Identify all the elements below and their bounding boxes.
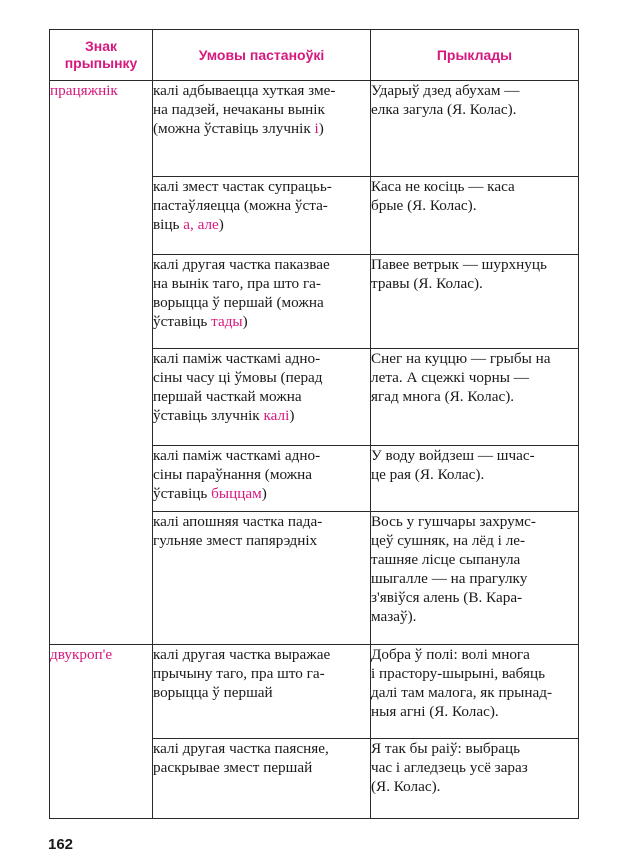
example-cell (371, 81, 579, 177)
conjunction-highlight: быццам (211, 485, 262, 502)
example-line: Добра ў полі: волі многа (371, 646, 530, 663)
conjunction-highlight: тады (211, 313, 243, 330)
condition-text: на падзей, нечаканы вынік (153, 101, 325, 118)
condition-line (153, 349, 370, 368)
example-cell (371, 255, 579, 349)
example-line: ташняе лісце сыпанула (371, 551, 521, 568)
condition-line (153, 215, 370, 234)
condition-line (153, 664, 370, 683)
example-line: Вось у гушчары захрумс- (371, 513, 536, 530)
condition-text: сіны параўнання (можна (153, 466, 313, 483)
example-line: травы (Я. Колас). (371, 275, 483, 292)
condition-cell (153, 512, 371, 645)
condition-tail: ) (242, 313, 248, 330)
example-line: брые (Я. Колас). (371, 197, 477, 214)
condition-text: калі апошняя частка пада- (153, 513, 323, 530)
condition-line (153, 274, 370, 293)
condition-cell (153, 81, 371, 177)
example-line: далі там малога, як прынад- (371, 684, 553, 701)
example-line: елка загула (Я. Колас). (371, 101, 517, 118)
example-line: Павее ветрык — шурхнуць (371, 256, 547, 273)
condition-cell (153, 645, 371, 739)
table-header-row (50, 30, 579, 81)
condition-tail: ) (218, 216, 224, 233)
condition-cell (153, 446, 371, 512)
condition-text: калі паміж часткамі адно- (153, 350, 321, 367)
condition-tail: ) (289, 407, 295, 424)
conjunction-highlight: калі (263, 407, 290, 424)
condition-text: ўставіць (153, 485, 212, 502)
condition-text: ўставіць злучнік (153, 407, 264, 424)
example-line: ягад многа (Я. Колас). (371, 388, 515, 405)
conjunction-highlight: а, але (183, 216, 219, 233)
condition-line (153, 446, 370, 465)
example-cell (371, 512, 579, 645)
condition-text: прычыну таго, пра што га- (153, 665, 325, 682)
example-line: (Я. Колас). (371, 778, 441, 795)
condition-text: калі змест частак супрацьь- (153, 178, 332, 195)
punctuation-rules-table (49, 29, 579, 819)
example-cell (371, 446, 579, 512)
condition-line (153, 81, 370, 100)
example-line: і прастору-шырыні, вабяць (371, 665, 546, 682)
example-line: Каса не косіць — каса (371, 178, 515, 195)
condition-line (153, 368, 370, 387)
condition-text: калі другая частка выражае (153, 646, 331, 663)
example-line: ныя агні (Я. Колас). (371, 703, 499, 720)
condition-line (153, 512, 370, 531)
condition-line (153, 683, 370, 702)
example-line: Я так бы раіў: выбраць (371, 740, 521, 757)
condition-text: ворыцца ў першай (можна (153, 294, 324, 311)
condition-line (153, 645, 370, 664)
conjunction-highlight: і (314, 120, 319, 137)
example-line: це рая (Я. Колас). (371, 466, 485, 483)
table-row (50, 645, 579, 739)
table-row (50, 81, 579, 177)
example-cell (371, 177, 579, 255)
condition-line (153, 758, 370, 777)
condition-line (153, 100, 370, 119)
example-line: з'явіўся алень (В. Кара- (371, 589, 523, 606)
condition-text: на вынік таго, пра што га- (153, 275, 321, 292)
condition-tail: ) (261, 485, 267, 502)
condition-line (153, 196, 370, 215)
condition-text: ворыцца ў першай (153, 684, 273, 701)
example-line: мазаў). (371, 608, 417, 625)
condition-text: раскрывае змест першай (153, 759, 313, 776)
condition-line (153, 387, 370, 406)
example-line: У воду войдзеш — шчас- (371, 447, 535, 464)
condition-cell (153, 349, 371, 446)
condition-line (153, 293, 370, 312)
example-line: лета. А сцежкі чорны — (371, 369, 529, 386)
example-line: час і агледзець усё зараз (371, 759, 528, 776)
example-line: Ударыў дзед абухам — (371, 82, 520, 99)
example-cell (371, 645, 579, 739)
condition-line (153, 406, 370, 425)
condition-text: (можна ўставіць злучнік (153, 120, 315, 137)
header-conditions: Умовы пастаноўкі (153, 30, 371, 81)
condition-text: пастаўляецца (можна ўста- (153, 197, 328, 214)
header-examples: Прыклады (371, 30, 579, 81)
condition-line (153, 312, 370, 331)
condition-text: ўставіць (153, 313, 212, 330)
condition-text: калі другая частка паясняе, (153, 740, 329, 757)
condition-line (153, 484, 370, 503)
condition-cell (153, 255, 371, 349)
page-number: 162 (48, 836, 74, 853)
example-line: цеў сушняк, на лёд і ле- (371, 532, 526, 549)
header-mark-line1: Знак (84, 38, 118, 54)
example-cell (371, 349, 579, 446)
condition-cell (153, 177, 371, 255)
header-mark (50, 30, 153, 81)
condition-cell (153, 739, 371, 819)
condition-text: сіны часу ці ўмовы (перад (153, 369, 323, 386)
punctuation-mark-cell: працяжнік (50, 81, 153, 645)
example-cell (371, 739, 579, 819)
condition-line (153, 177, 370, 196)
condition-text: віць (153, 216, 184, 233)
condition-text: калі другая частка паказвае (153, 256, 330, 273)
example-line: шыгалле — на прагулку (371, 570, 528, 587)
condition-text: гульняе змест папярэдніх (153, 532, 318, 549)
condition-line (153, 531, 370, 550)
condition-line (153, 739, 370, 758)
condition-line (153, 119, 370, 138)
condition-text: калі паміж часткамі адно- (153, 447, 321, 464)
condition-line (153, 255, 370, 274)
example-line: Снег на куццю — грыбы на (371, 350, 551, 367)
header-mark-line2: прыпынку (64, 55, 138, 71)
condition-text: калі адбываецца хуткая зме- (153, 82, 336, 99)
condition-line (153, 465, 370, 484)
condition-tail: ) (318, 120, 324, 137)
punctuation-mark-cell: двукроп'е (50, 645, 153, 819)
condition-text: першай часткай можна (153, 388, 302, 405)
